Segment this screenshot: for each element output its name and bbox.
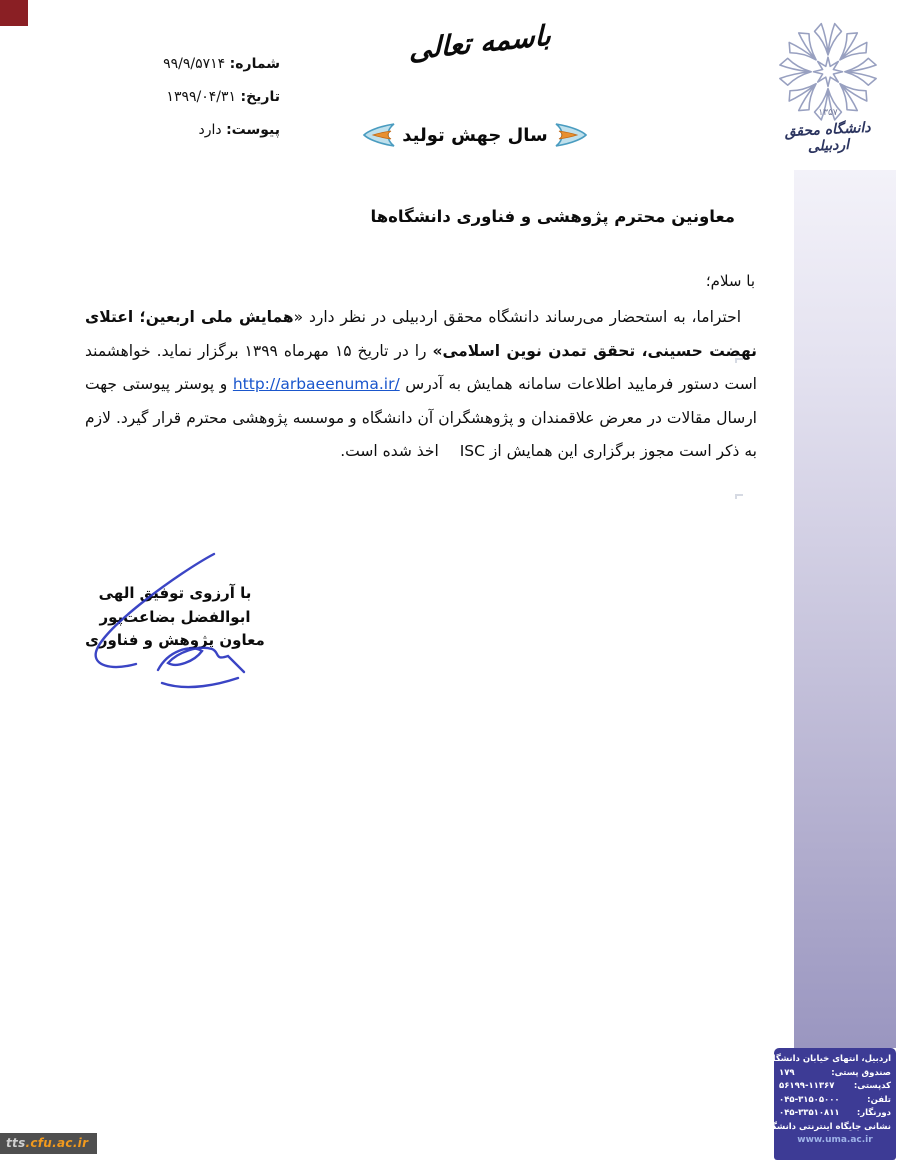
body-segment: احتراما، به استحضار می‌رساند دانشگاه محقق اردبیلی در نظر دارد « [293, 308, 741, 326]
letter-attachment-value: دارد [198, 122, 222, 138]
letter-number-row [105, 56, 280, 89]
letterhead-fields [105, 56, 280, 155]
letter-date-row [105, 89, 280, 122]
signature-block [55, 582, 295, 653]
contact-phone-label: تلفن: [867, 1094, 891, 1105]
signature-wish-line: با آرزوی توفیق الهی [98, 584, 252, 602]
letter-number-value: ۹۹/۹/۵۷۱۴ [163, 56, 226, 72]
letter-date-label: تاریخ: [240, 89, 280, 105]
letter-attachment-row [105, 122, 280, 155]
slogan-ornament-right-icon [554, 122, 588, 148]
decorative-sidebar [794, 170, 896, 1048]
contact-postalcode-value: ۵۶۱۹۹-۱۱۳۶۷ [779, 1081, 835, 1091]
scan-mark-artifact [735, 358, 743, 363]
letter-number-label: شماره: [229, 56, 280, 72]
slogan-text: سال جهش تولید [402, 124, 548, 146]
body-segment: و پوستر پیوستی جهت ارسال مقالات در معرض علاقمندان و پژوهشگران آن دانشگاه و موسسه پژوهشی محترم قرار گیرد. لازم به ذکر است مجوز برگزاری این همایش از [85, 375, 757, 460]
scan-mark-artifact [735, 494, 743, 499]
contact-postalcode-row [779, 1080, 891, 1094]
watermark-suffix: .cfu.ac.ir [25, 1136, 89, 1150]
letter-date-value: ۱۳۹۹/۰۴/۳۱ [166, 89, 237, 105]
contact-fax-row [779, 1107, 891, 1121]
logo-university-name: دانشگاه محقق اردبیلی [784, 119, 871, 156]
signer-title: معاون پژوهش و فناوری [85, 631, 265, 649]
contact-website-url: www.uma.ac.ir [797, 1135, 873, 1145]
signer-name: ابوالفضل بضاعت‌پور [99, 607, 251, 626]
contact-pobox-row [779, 1067, 891, 1081]
contact-fax-label: دورنگار: [856, 1108, 891, 1118]
body-segment: اخذ شده است. [340, 442, 444, 460]
contact-fax-value: ۰۴۵-۳۳۵۱۰۸۱۱ [779, 1108, 840, 1118]
body-segment: را در تاریخ ۱۵ مهرماه ۱۳۹۹ برگزار نماید. خواهشمند است دستور فرمایید اطلاعات سامانه همایش به آدرس [85, 341, 757, 393]
contact-postalcode-label: کدپستی: [853, 1081, 891, 1091]
contact-pobox-value: ۱۷۹ [779, 1067, 795, 1078]
scan-corner-artifact [0, 0, 28, 26]
contact-phone-value: ۰۴۵-۳۱۵۰۵۰۰۰ [779, 1094, 840, 1105]
contact-info-box [763, 1048, 896, 1160]
isc-acronym: ISC [459, 442, 485, 460]
logo-year: ۱۳۵۷ [818, 108, 838, 118]
recipient-line: معاونین محترم پژوهشی و فناوری دانشگاه‌ها [370, 207, 735, 226]
slogan-ornament-left-icon [362, 122, 396, 148]
salutation-line: با سلام؛ [705, 272, 755, 290]
slogan-banner [330, 122, 620, 148]
university-logo [764, 18, 892, 154]
contact-phone-row [779, 1094, 891, 1108]
body-conference-title: همایش ملی اربعین؛ اعتلای نهضت حسینی، تحقق تمدن نوین اسلامی» [85, 308, 757, 360]
letter-body [85, 301, 757, 469]
contact-address: اردبیل، انتهای خیابان دانشگاه [767, 1054, 891, 1064]
bismillah-calligraphy: باسمه تعالی [409, 18, 551, 67]
source-watermark [0, 1133, 97, 1154]
watermark-prefix: tts [6, 1136, 26, 1150]
contact-website-caption: نشانی جایگاه اینترنتی دانشگاه [763, 1121, 891, 1132]
conference-url-link[interactable]: http://arbaeenuma.ir/ [232, 375, 400, 393]
contact-pobox-label: صندوق پستی: [831, 1067, 891, 1078]
letter-attachment-label: پیوست: [226, 122, 280, 138]
